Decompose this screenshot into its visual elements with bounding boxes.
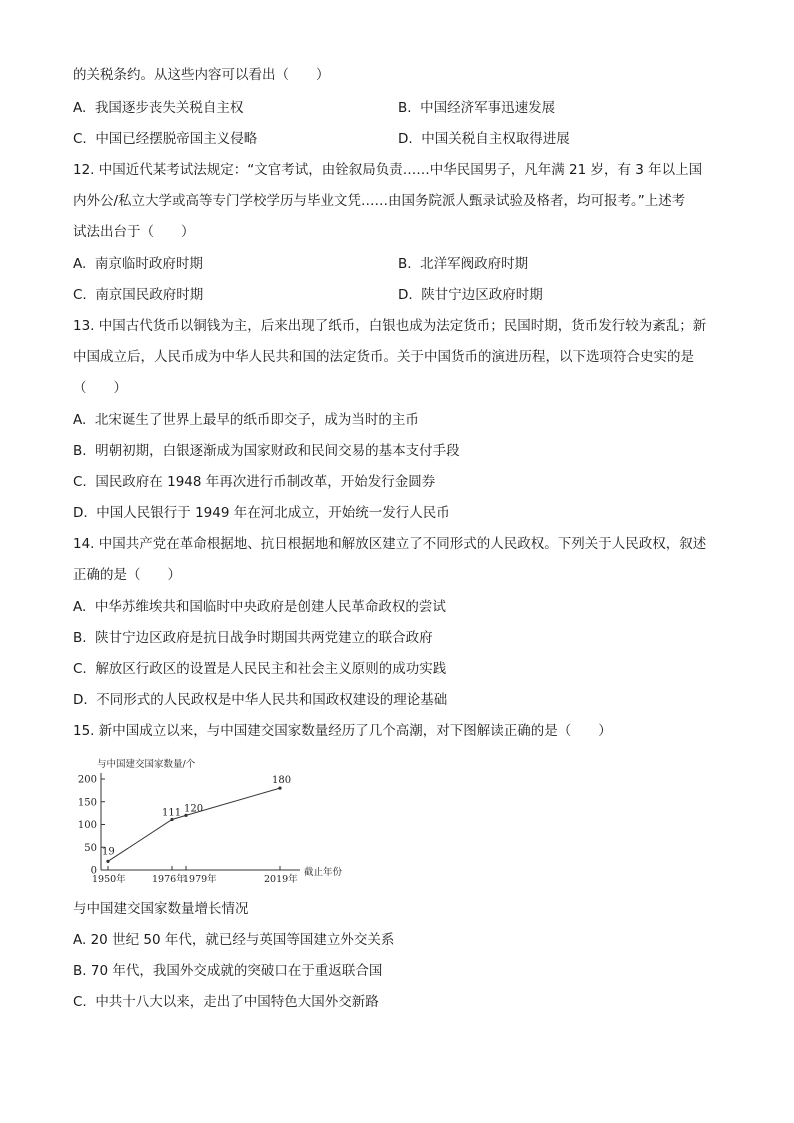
q14-option-b[interactable] — [73, 629, 433, 647]
q15-option-c[interactable] — [73, 993, 379, 1011]
option-label: C. — [73, 994, 87, 1010]
q14-option-d[interactable] — [73, 691, 447, 709]
chart-y-tick-label: 0 — [90, 865, 97, 877]
option-text: 中国关税自主权取得进展 — [421, 131, 570, 147]
option-label: B. — [73, 630, 87, 646]
chart-x-tick-label: 1950年 — [92, 874, 126, 885]
q15-option-a[interactable] — [73, 931, 394, 949]
q11-option-a[interactable] — [73, 99, 243, 117]
q13-option-d[interactable] — [73, 504, 450, 522]
option-text: 南京临时政府时期 — [94, 256, 203, 272]
option-text: 国民政府在 1948 年再次进行币制改革，开始发行金圆券 — [95, 474, 436, 490]
option-label: D. — [398, 287, 413, 303]
option-label: A. — [73, 256, 87, 272]
option-text: 我国逐步丧失关税自主权 — [94, 100, 244, 116]
option-label: A. — [73, 412, 87, 428]
q15-stem: 15. 新中国成立以来，与中国建交国家数量经历了几个高潮，对下图解读正确的是（ ） — [73, 723, 612, 739]
option-label: B. — [73, 963, 87, 979]
chart-y-axis-label: 与中国建交国家数量/个 — [97, 759, 196, 770]
option-text: 70 年代，我国外交成就的突破口在于重返联合国 — [90, 963, 383, 979]
q11-option-c[interactable] — [73, 130, 257, 148]
q14-stem-line-2: 正确的是（ ） — [73, 567, 181, 583]
option-label: B. — [398, 256, 412, 272]
q13-stem-line-3: （ ） — [73, 380, 127, 396]
chart-data-point — [278, 787, 281, 790]
option-text: 解放区行政区的设置是人民民主和社会主义原则的成功实践 — [95, 661, 447, 677]
option-label: D. — [73, 692, 88, 708]
chart-x-axis-label: 截止年份 — [304, 867, 343, 878]
chart-x-tick-label: 1976年 — [152, 874, 186, 885]
option-label: D. — [73, 505, 88, 521]
chart-x-tick-label: 1979年 — [183, 874, 217, 885]
q12-option-c[interactable] — [73, 286, 203, 304]
q12-option-d[interactable] — [398, 286, 543, 304]
q12-stem-line-3: 试法出台于（ ） — [73, 224, 195, 240]
option-label: C. — [73, 474, 87, 490]
option-text: 中国经济军事迅速发展 — [420, 100, 556, 116]
q12-stem-line-1: 12. 中国近代某考试法规定：“文官考试，由铨叙局负责……中华民国男子，凡年满 21 岁，有 3 年以上国 — [73, 162, 703, 178]
q14-option-a[interactable] — [73, 598, 446, 616]
option-text: 陕甘宁边区政府是抗日战争时期国共两党建立的联合政府 — [95, 630, 433, 646]
option-label: C. — [73, 131, 87, 147]
option-text: 北宋诞生了世界上最早的纸币即交子，成为当时的主币 — [94, 412, 419, 428]
option-label: C. — [73, 287, 87, 303]
country-count-chart — [68, 755, 358, 890]
chart-x-tick-label: 2019年 — [264, 874, 298, 885]
option-label: D. — [398, 131, 413, 147]
q12-option-a[interactable] — [73, 255, 203, 273]
option-label: B. — [398, 100, 412, 116]
q11-option-d[interactable] — [398, 130, 570, 148]
option-label: A. — [73, 100, 87, 116]
option-text: 不同形式的人民政权是中华人民共和国政权建设的理论基础 — [96, 692, 448, 708]
option-text: 南京国民政府时期 — [95, 287, 204, 303]
q14-stem-line-1: 14. 中国共产党在革命根据地、抗日根据地和解放区建立了不同形式的人民政权。下列关于人民政权，叙述 — [73, 536, 707, 552]
chart-data-label: 180 — [272, 775, 292, 787]
option-text: 20 世纪 50 年代，就已经与英国等国建立外交关系 — [90, 932, 395, 948]
option-label: C. — [73, 661, 87, 677]
option-text: 陕甘宁边区政府时期 — [421, 287, 543, 303]
q15-option-b[interactable] — [73, 962, 382, 980]
chart-data-label: 120 — [184, 803, 204, 815]
q13-stem-line-2: 中国成立后，人民币成为中华人民共和国的法定货币。关于中国货币的演进历程，以下选项符合史实的是 — [73, 349, 694, 365]
option-label: B. — [73, 443, 87, 459]
chart-data-label: 111 — [162, 807, 182, 819]
chart-caption: 与中国建交国家数量增长情况 — [73, 901, 249, 917]
q13-option-c[interactable] — [73, 473, 435, 491]
q13-option-a[interactable] — [73, 411, 419, 429]
option-label: A. — [73, 932, 87, 948]
option-text: 北洋军阀政府时期 — [420, 256, 529, 272]
q13-stem-line-1: 13. 中国古代货币以铜钱为主，后来出现了纸币，白银也成为法定货币；民国时期，货币发行较为紊乱；新 — [73, 318, 707, 334]
q12-option-b[interactable] — [398, 255, 528, 273]
option-text: 明朝初期，白银逐渐成为国家财政和民间交易的基本支付手段 — [95, 443, 460, 459]
q13-option-b[interactable] — [73, 442, 460, 460]
q14-option-c[interactable] — [73, 660, 446, 678]
option-text: 中国已经摆脱帝国主义侵略 — [95, 131, 258, 147]
chart-data-label: 19 — [102, 846, 115, 858]
q11-stem-tail: 的关税条约。从这些内容可以看出（ ） — [73, 67, 330, 83]
option-text: 中国人民银行于 1949 年在河北成立，开始统一发行人民币 — [96, 505, 450, 521]
option-label: A. — [73, 599, 87, 615]
chart-y-tick-label: 200 — [77, 774, 97, 786]
option-text: 中共十八大以来，走出了中国特色大国外交新路 — [95, 994, 379, 1010]
chart-y-tick-label: 150 — [77, 797, 97, 809]
chart-series-line — [108, 788, 280, 861]
chart-y-tick-label: 100 — [77, 820, 97, 831]
option-text: 中华苏维埃共和国临时中央政府是创建人民革命政权的尝试 — [94, 599, 446, 615]
chart-data-point — [106, 860, 109, 863]
chart-y-tick-label: 50 — [84, 842, 97, 854]
q12-stem-line-2: 内外公/私立大学或高等专门学校学历与毕业文凭……由国务院派人甄录试验及格者，均可报考。”上述考 — [73, 193, 686, 209]
q11-option-b[interactable] — [398, 99, 555, 117]
